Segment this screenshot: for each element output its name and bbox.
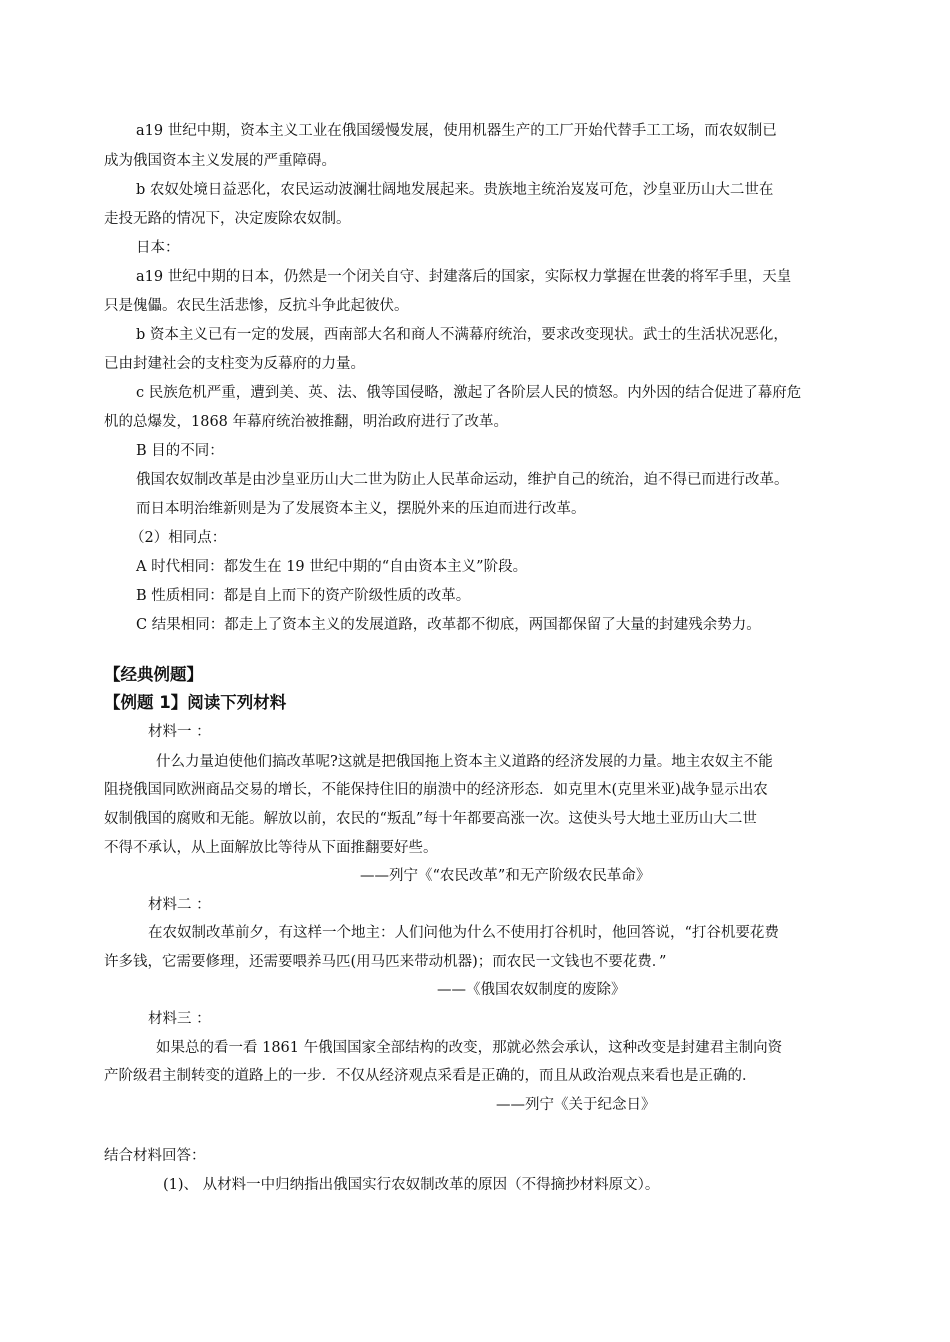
example1-title: 【例题 1】阅读下列材料 xyxy=(104,693,287,712)
material2-line1: 在农奴制改革前夕，有这样一个地主：人们问他为什么不使用打谷机时，他回答说，“打谷机要花费 xyxy=(148,925,779,941)
material1-line1: 什么力量迫使他们搞改革呢?这就是把俄国拖上资本主义道路的经济发展的力量。地主农奴主不能 xyxy=(156,754,773,770)
japan-label: 日本： xyxy=(136,240,180,256)
similarities-label: （2）相同点： xyxy=(130,530,227,546)
material1-line4: 不得不承认，从上面解放比等待从下面推翻要好些。 xyxy=(104,840,438,856)
japan-reason-b-line1: b 资本主义已有一定的发展，西南部大名和商人不满幕府统治，要求改变现状。武士的生活状况恶化， xyxy=(136,327,788,343)
purpose-russia: 俄国农奴制改革是由沙皇亚历山大二世为防止人民革命运动，维护自己的统治，迫不得已而进行改革。 xyxy=(136,472,789,488)
russia-reason-b-line2: 走投无路的情况下，决定废除农奴制。 xyxy=(104,211,351,227)
purpose-label: B 目的不同： xyxy=(136,443,224,459)
japan-reason-a-line2: 只是傀儡。农民生活悲惨，反抗斗争此起彼伏。 xyxy=(104,298,409,314)
material3-source: ——列宁《关于纪念日》 xyxy=(496,1097,656,1113)
classic-examples-heading: 【经典例题】 xyxy=(104,665,203,684)
material3-label: 材料三 ： xyxy=(148,1011,211,1027)
material3-line1: 如果总的看一看 1861 午俄国国家全部结构的改变，那就必然会承认，这种改变是封建君主制向资 xyxy=(156,1040,783,1056)
material1-label: 材料一 ： xyxy=(148,724,211,740)
japan-reason-c-line1: c 民族危机严重，遭到美、英、法、俄等国侵略，激起了各阶层人民的愤怒。内外因的结合促进了幕府危 xyxy=(136,385,802,401)
material1-line2: 阻挠俄国同欧洲商品交易的增长，不能保持住旧的崩溃中的经济形态．如克里木(克里米亚)战争显示出农 xyxy=(104,782,768,798)
similarity-c: C 结果相同：都走上了资本主义的发展道路，改革都不彻底，两国都保留了大量的封建残余势力。 xyxy=(136,617,761,633)
japan-reason-b-line2: 已由封建社会的支柱变为反幕府的力量。 xyxy=(104,356,365,372)
material2-source: ——《俄国农奴制度的废除》 xyxy=(437,982,626,998)
russia-reason-a-line1: a19 世纪中期，资本主义工业在俄国缓慢发展，使用机器生产的工厂开始代替手工工场，而农奴制已 xyxy=(136,123,777,139)
material1-source: ——列宁《“农民改革”和无产阶级农民革命》 xyxy=(360,868,651,884)
material2-line2: 许多钱，它需要修理，还需要喂养马匹(用马匹来带动机器)；而农民一文钱也不要花费．” xyxy=(104,954,667,970)
similarity-a: A 时代相同：都发生在 19 世纪中期的“自由资本主义”阶段。 xyxy=(136,559,528,575)
russia-reason-b-line1: b 农奴处境日益恶化，农民运动波澜壮阔地发展起来。贵族地主统治岌岌可危，沙皇亚历山大二世在 xyxy=(136,182,774,198)
russia-reason-a-line2: 成为俄国资本主义发展的严重障碍。 xyxy=(104,153,336,169)
japan-reason-a-line1: a19 世纪中期的日本，仍然是一个闭关自守、封建落后的国家，实际权力掌握在世袭的将军手里，天皇 xyxy=(136,269,792,285)
material2-label: 材料二 ： xyxy=(148,897,211,913)
material1-line3: 奴制俄国的腐败和无能。解放以前，农民的“叛乱”每十年都要高涨一次。这使头号大地土亚历山大二世 xyxy=(104,811,757,827)
material3-line2: 产阶级君主制转变的道路上的一步．不仅从经济观点采看是正确的，而且从政治观点来看也是正确的． xyxy=(104,1068,757,1084)
purpose-japan: 而日本明治维新则是为了发展资本主义，摆脱外来的压迫而进行改革。 xyxy=(136,501,586,517)
japan-reason-c-line2: 机的总爆发，1868 年幕府统治被推翻，明治政府进行了改革。 xyxy=(104,414,509,430)
similarity-b: B 性质相同：都是自上而下的资产阶级性质的改革。 xyxy=(136,588,471,604)
answer-prompt: 结合材料回答： xyxy=(104,1148,206,1164)
question-1: (1)、 从材料一中归纳指出俄国实行农奴制改革的原因（不得摘抄材料原文）。 xyxy=(163,1177,660,1193)
